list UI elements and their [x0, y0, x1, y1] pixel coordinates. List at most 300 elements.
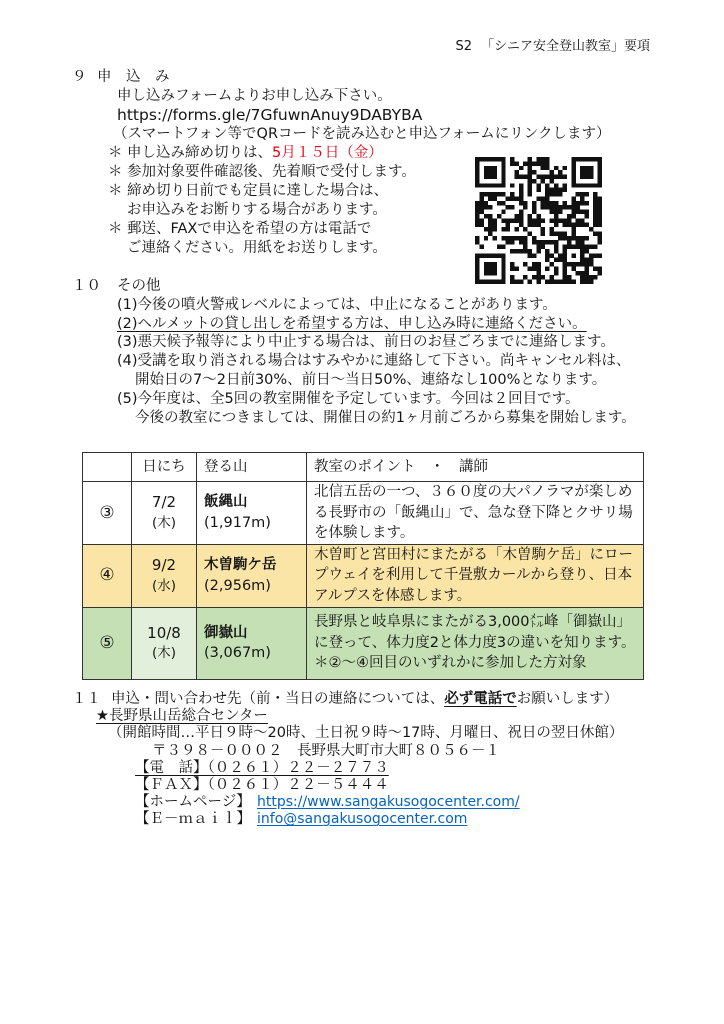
- qr-module: [484, 236, 488, 240]
- qr-module: [475, 271, 479, 275]
- qr-module: [501, 258, 505, 262]
- qr-module: [549, 210, 553, 214]
- qr-module: [571, 231, 575, 235]
- qr-module: [567, 214, 571, 218]
- qr-module: [576, 262, 580, 266]
- qr-module: [541, 201, 545, 205]
- qr-module: [593, 218, 597, 222]
- qr-module: [514, 236, 518, 240]
- deadline-note: [0, 144, 724, 163]
- qr-module: [589, 253, 593, 257]
- qr-module: [554, 188, 558, 192]
- session-date-cell: [132, 544, 197, 607]
- qr-module: [598, 236, 602, 240]
- qr-module: [488, 196, 492, 200]
- qr-module: [510, 161, 514, 165]
- qr-module: [536, 196, 540, 200]
- qr-module: [584, 201, 588, 205]
- qr-module: [519, 196, 523, 200]
- qr-module: [567, 245, 571, 249]
- qr-module: [484, 157, 488, 161]
- qr-module: [584, 266, 588, 270]
- qr-module: [484, 175, 488, 179]
- qr-module: [536, 271, 540, 275]
- description-line: 北信五岳の一つ、３６０度の大パノラマが楽しめ: [314, 484, 633, 500]
- qr-module: [545, 253, 549, 257]
- qr-module: [536, 223, 540, 227]
- item-continuation: 今後の教室につきましては、開催日の約1ヶ月前ごろから募集を開始します。: [135, 409, 636, 426]
- qr-module: [528, 161, 532, 165]
- session-weekday: (木): [151, 514, 177, 531]
- note-line: [0, 163, 724, 182]
- qr-module: [528, 266, 532, 270]
- qr-module: [576, 223, 580, 227]
- qr-module: [488, 227, 492, 231]
- qr-module: [541, 240, 545, 244]
- qr-module: [545, 249, 549, 253]
- qr-module: [536, 175, 540, 179]
- qr-note: （スマートフォン等でQRコードを読み込むと申込フォームにリンクします）: [113, 126, 611, 142]
- qr-module: [532, 210, 536, 214]
- qr-module: [558, 170, 562, 174]
- qr-module: [598, 196, 602, 200]
- qr-module: [598, 166, 602, 170]
- qr-module: [584, 192, 588, 196]
- qr-module: [493, 223, 497, 227]
- qr-module: [554, 231, 558, 235]
- qr-module: [501, 201, 505, 205]
- qr-module: [593, 223, 597, 227]
- qr-module: [554, 271, 558, 275]
- qr-module: [519, 223, 523, 227]
- qr-module: [558, 192, 562, 196]
- qr-module: [563, 175, 567, 179]
- qr-module: [532, 262, 536, 266]
- qr-module: [584, 157, 588, 161]
- qr-module: [493, 192, 497, 196]
- qr-module: [554, 201, 558, 205]
- description-line: ＊②～④回目のいずれかに参加した方対象: [314, 655, 587, 672]
- qr-module: [475, 201, 479, 205]
- qr-module: [501, 218, 505, 222]
- qr-module: [545, 161, 549, 165]
- qr-module: [554, 223, 558, 227]
- qr-module: [501, 245, 505, 249]
- qr-module: [536, 161, 540, 165]
- qr-module: [554, 249, 558, 253]
- qr-module: [576, 240, 580, 244]
- fax-number: （０２６１）２２－５４４４: [207, 776, 389, 793]
- item-continuation: 開始日の7～2日前30%、前日～当日50%、連絡なし100%となります。: [135, 371, 607, 388]
- qr-module: [593, 157, 597, 161]
- qr-module: [514, 175, 518, 179]
- qr-module: [493, 166, 497, 170]
- description-line: アルプスを体感します。: [314, 587, 472, 604]
- qr-module: [536, 266, 540, 270]
- qr-module: [558, 175, 562, 179]
- qr-module: [506, 205, 510, 209]
- qr-module: [497, 245, 501, 249]
- form-url-line: [0, 106, 724, 125]
- qr-module: [536, 218, 540, 222]
- note-continuation: ご連絡ください。用紙をお送りします。: [127, 240, 387, 256]
- session-date: 10/8: [147, 623, 181, 642]
- qr-module: [541, 175, 545, 179]
- qr-module: [576, 210, 580, 214]
- qr-module: [558, 218, 562, 222]
- qr-module: [580, 236, 584, 240]
- qr-module: [497, 253, 501, 257]
- qr-module: [475, 262, 479, 266]
- qr-module: [541, 179, 545, 183]
- qr-module: [598, 175, 602, 179]
- mountain-cell: [197, 607, 307, 679]
- qr-module: [584, 258, 588, 262]
- qr-module: [576, 218, 580, 222]
- qr-module: [475, 157, 479, 161]
- qr-module: [584, 271, 588, 275]
- list-item: [0, 390, 724, 409]
- qr-module: [497, 183, 501, 187]
- qr-module: [545, 157, 549, 161]
- qr-module: [488, 170, 492, 174]
- qr-module: [519, 188, 523, 192]
- qr-module: [488, 205, 492, 209]
- qr-module: [580, 262, 584, 266]
- session-weekday: (水): [151, 577, 177, 594]
- qr-module: [571, 179, 575, 183]
- qr-module: [479, 201, 483, 205]
- qr-module: [510, 236, 514, 240]
- qr-module: [501, 170, 505, 174]
- qr-module: [532, 223, 536, 227]
- qr-module: [479, 192, 483, 196]
- qr-module: [475, 170, 479, 174]
- qr-module: [580, 223, 584, 227]
- qr-module: [598, 214, 602, 218]
- session-date: 7/2: [151, 493, 177, 512]
- qr-module: [571, 196, 575, 200]
- page-header: [455, 38, 650, 56]
- item-text: 受講を取り消される場合はすみやかに連絡して下さい。尚キャンセル料は、: [137, 353, 631, 370]
- mountain-elevation: (1,917m): [204, 514, 271, 531]
- item-label: (4): [117, 353, 138, 370]
- header-cell-number: [83, 453, 132, 482]
- qr-module: [510, 183, 514, 187]
- qr-module: [563, 236, 567, 240]
- section-heading: [0, 68, 724, 87]
- qr-module: [479, 157, 483, 161]
- qr-module: [558, 231, 562, 235]
- qr-module: [475, 258, 479, 262]
- mountain-name: 木曽駒ケ岳: [204, 557, 277, 573]
- qr-module: [598, 253, 602, 257]
- qr-module: [479, 196, 483, 200]
- qr-module: [497, 214, 501, 218]
- qr-module: [558, 205, 562, 209]
- qr-module: [576, 271, 580, 275]
- section-number: １１: [72, 691, 101, 707]
- list-item: [0, 333, 724, 352]
- qr-module: [580, 258, 584, 262]
- qr-module: [519, 166, 523, 170]
- qr-module: [563, 271, 567, 275]
- qr-module: [541, 166, 545, 170]
- qr-module: [598, 218, 602, 222]
- list-item: [0, 296, 724, 315]
- qr-module: [519, 240, 523, 244]
- header-cell-points: 教室のポイント ・ 講師: [307, 453, 644, 482]
- qr-module: [479, 218, 483, 222]
- qr-module: [501, 175, 505, 179]
- qr-module: [571, 236, 575, 240]
- phone-line: [0, 760, 724, 777]
- qr-module: [493, 157, 497, 161]
- qr-module: [545, 201, 549, 205]
- qr-module: [549, 192, 553, 196]
- qr-module: [519, 210, 523, 214]
- qr-module: [563, 266, 567, 270]
- qr-module: [493, 236, 497, 240]
- qr-module: [563, 245, 567, 249]
- asterisk-mark: ＊: [108, 221, 123, 237]
- qr-module: [549, 231, 553, 235]
- qr-module: [580, 196, 584, 200]
- qr-module: [514, 227, 518, 231]
- qr-module: [523, 175, 527, 179]
- qr-module: [584, 210, 588, 214]
- qr-module: [475, 179, 479, 183]
- qr-module: [488, 166, 492, 170]
- section-heading: [0, 691, 724, 708]
- qr-module: [580, 170, 584, 174]
- qr-module: [479, 205, 483, 209]
- qr-module: [510, 196, 514, 200]
- qr-module: [593, 183, 597, 187]
- qr-module: [528, 166, 532, 170]
- contact-note-post: お願いします）: [516, 691, 619, 707]
- qr-module: [563, 188, 567, 192]
- postal-address: 〒３９８－０００２ 長野県大町市大町８０５６－１: [152, 742, 500, 759]
- qr-module: [484, 262, 488, 266]
- qr-module: [584, 175, 588, 179]
- qr-module: [571, 227, 575, 231]
- contact-note-pre: （前・当日の連絡については、: [241, 691, 445, 707]
- qr-module: [593, 245, 597, 249]
- qr-module: [584, 214, 588, 218]
- qr-module: [475, 166, 479, 170]
- qr-module: [493, 170, 497, 174]
- qr-module: [576, 201, 580, 205]
- qr-module: [571, 205, 575, 209]
- qr-module: [571, 262, 575, 266]
- table-row: [83, 544, 644, 607]
- qr-module: [536, 183, 540, 187]
- qr-module: [593, 253, 597, 257]
- application-intro: 申し込みフォームよりお申し込み下さい。: [117, 88, 392, 104]
- qr-module: [523, 240, 527, 244]
- qr-module: [510, 240, 514, 244]
- qr-module: [536, 188, 540, 192]
- session-weekday: (木): [151, 645, 177, 661]
- qr-module: [506, 196, 510, 200]
- qr-module: [571, 266, 575, 270]
- qr-module: [493, 175, 497, 179]
- qr-module: [598, 161, 602, 165]
- qr-module: [510, 249, 514, 253]
- header-cell-mountain: 登る山: [197, 453, 307, 482]
- qr-module: [501, 227, 505, 231]
- qr-module: [532, 179, 536, 183]
- qr-code: [475, 157, 602, 284]
- qr-module: [567, 262, 571, 266]
- table-row: [83, 482, 644, 545]
- qr-module: [488, 231, 492, 235]
- email-line: [0, 811, 724, 828]
- qr-module: [563, 183, 567, 187]
- qr-module: [598, 183, 602, 187]
- qr-module: [571, 245, 575, 249]
- qr-module: [488, 266, 492, 270]
- qr-module: [484, 253, 488, 257]
- item-label: (5): [117, 390, 138, 407]
- qr-module: [549, 227, 553, 231]
- qr-module: [510, 262, 514, 266]
- note-text: 郵送、FAXで申込を希望の方は電話で: [127, 221, 372, 237]
- qr-module: [554, 258, 558, 262]
- qr-module: [580, 175, 584, 179]
- section-application: [0, 68, 724, 258]
- qr-module: [514, 196, 518, 200]
- session-date-cell: [132, 607, 197, 679]
- item-label: (2): [117, 315, 138, 332]
- qr-module: [475, 218, 479, 222]
- qr-module: [580, 157, 584, 161]
- homepage-link[interactable]: https://www.sangakusogocenter.com/: [257, 794, 520, 811]
- qr-module: [528, 214, 532, 218]
- qr-module: [589, 175, 593, 179]
- qr-module: [549, 218, 553, 222]
- qr-module: [501, 179, 505, 183]
- qr-module: [532, 161, 536, 165]
- email-link[interactable]: info@sangakusogocenter.com: [257, 811, 468, 828]
- qr-module: [532, 170, 536, 174]
- qr-module: [523, 249, 527, 253]
- qr-module: [536, 214, 540, 218]
- qr-module: [523, 262, 527, 266]
- qr-module: [554, 245, 558, 249]
- qr-module: [589, 157, 593, 161]
- qr-module: [571, 175, 575, 179]
- qr-module: [536, 245, 540, 249]
- qr-module: [593, 266, 597, 270]
- qr-module: [484, 166, 488, 170]
- qr-module: [475, 161, 479, 165]
- qr-module: [541, 196, 545, 200]
- qr-module: [475, 236, 479, 240]
- qr-module: [576, 236, 580, 240]
- session-date: 9/2: [151, 556, 177, 574]
- qr-module: [501, 192, 505, 196]
- qr-module: [519, 249, 523, 253]
- qr-module: [584, 183, 588, 187]
- qr-module: [510, 157, 514, 161]
- qr-module: [584, 170, 588, 174]
- qr-module: [571, 183, 575, 187]
- qr-module: [563, 166, 567, 170]
- qr-module: [475, 183, 479, 187]
- qr-module: [571, 157, 575, 161]
- note-line: [0, 220, 724, 239]
- item-label: (3): [117, 334, 138, 351]
- qr-module: [589, 183, 593, 187]
- qr-module: [598, 231, 602, 235]
- qr-module: [479, 223, 483, 227]
- qr-module: [528, 218, 532, 222]
- qr-module: [593, 205, 597, 209]
- qr-module: [479, 245, 483, 249]
- qr-module: [563, 205, 567, 209]
- qr-module: [571, 223, 575, 227]
- qr-module: [580, 210, 584, 214]
- qr-module: [488, 223, 492, 227]
- qr-module: [532, 266, 536, 270]
- mountain-elevation: (3,067m): [204, 645, 271, 661]
- opening-hours: （開館時間…平日９時～20時、土日祝９時～17時、月曜日、祝日の翌日休館）: [108, 725, 624, 742]
- description-cell: [307, 607, 644, 679]
- qr-module: [514, 218, 518, 222]
- qr-module: [506, 227, 510, 231]
- qr-module: [554, 266, 558, 270]
- mountain-name: 飯縄山: [204, 494, 248, 511]
- qr-module: [519, 218, 523, 222]
- qr-module: [571, 253, 575, 257]
- qr-module: [506, 218, 510, 222]
- qr-module: [493, 253, 497, 257]
- description-line: を体験します。: [314, 525, 415, 541]
- qr-module: [598, 271, 602, 275]
- qr-module: [558, 236, 562, 240]
- qr-module: [584, 249, 588, 253]
- qr-module: [563, 231, 567, 235]
- qr-module: [528, 183, 532, 187]
- asterisk-mark: ＊: [108, 145, 123, 161]
- qr-module: [536, 157, 540, 161]
- qr-module: [528, 170, 532, 174]
- session-number: ③: [83, 482, 132, 545]
- qr-module: [545, 266, 549, 270]
- qr-module: [563, 218, 567, 222]
- qr-module: [580, 245, 584, 249]
- header-cell-date: 日にち: [132, 453, 197, 482]
- item-text: 悪天候予報等により中止する場合は、前日のお昼ごろまでに連絡します。: [137, 334, 615, 351]
- qr-module: [571, 166, 575, 170]
- qr-module: [519, 175, 523, 179]
- qr-module: [506, 223, 510, 227]
- qr-module: [475, 214, 479, 218]
- form-url-link[interactable]: https://forms.gle/7GfuwnAnuy9DABYBA: [117, 106, 423, 124]
- qr-module: [532, 240, 536, 244]
- qr-module: [493, 266, 497, 270]
- qr-module: [549, 188, 553, 192]
- qr-module: [567, 218, 571, 222]
- qr-module: [545, 188, 549, 192]
- qr-module: [580, 240, 584, 244]
- item-text: ヘルメットの貸し出しを希望する方は、申し込み時に連絡ください。: [137, 315, 587, 332]
- qr-module: [501, 157, 505, 161]
- qr-module: [576, 205, 580, 209]
- qr-module: [571, 201, 575, 205]
